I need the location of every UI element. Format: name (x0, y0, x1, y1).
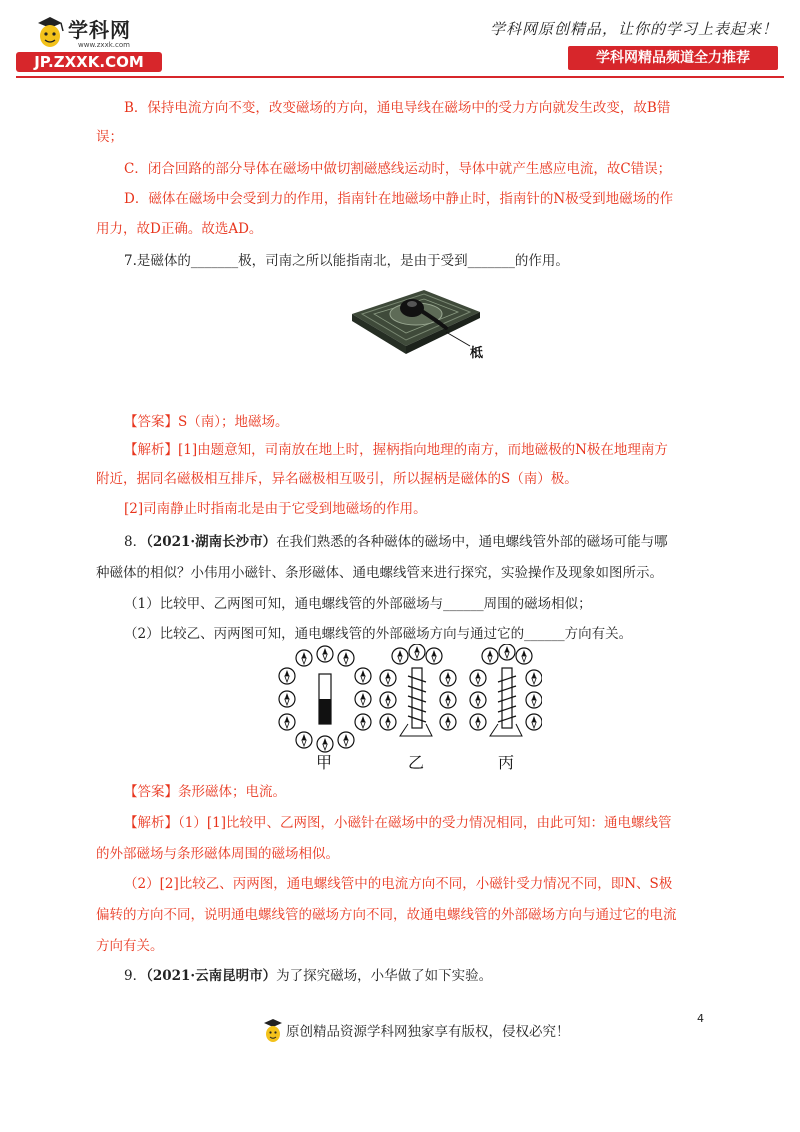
q8-analysis-line4: 偏转的方向不同，说明通电螺线管的磁场方向不同，故通电螺线管的外部磁场方向与通过它的电流 (96, 907, 677, 923)
site-logo[interactable] (16, 14, 166, 72)
q8-answer (96, 780, 700, 804)
answer-text: 条形磁体；电流。 (178, 784, 286, 800)
logo-subtext: www.zxxk.com (78, 41, 130, 49)
q6-option-b-line2: 误； (96, 129, 123, 145)
q6-option-d-line2: 用力，故D正确。故选AD。 (96, 221, 263, 237)
q8-analysis-line2: 的外部磁场与条形磁体周围的磁场相似。 (96, 846, 339, 862)
footer-copyright: 原创精品资源学科网独家享有版权，侵权必究！ (286, 1024, 570, 1040)
q7-answer (96, 410, 700, 434)
q6-option-d-line1: D．磁体在磁场中会受到力的作用，指南针在地磁场中静止时，指南针的N极受到地磁场的作 (124, 191, 674, 207)
q8-stem-text: 在我们熟悉的各种磁体的磁场中，通电螺线管外部的磁场可能与哪 (276, 534, 668, 550)
q8-stem-line2: 种磁体的相似？小伟用小磁针、条形磁体、通电螺线管来进行探究，实验操作及现象如图所示。 (96, 565, 663, 581)
q7-analysis-line2: 附近，据同名磁极相互排斥，异名磁极相互吸引，所以握柄是磁体的S（南）极。 (96, 471, 578, 487)
magnetic-field-figure (272, 644, 542, 772)
q8-number: 8． (124, 534, 147, 550)
mascot-icon (262, 1017, 284, 1045)
q8-source: （2021·湖南长沙市） (146, 534, 277, 550)
analysis-tag: 【解析】 (124, 815, 178, 831)
q8-stem-line1 (96, 530, 700, 554)
q7-analysis-line1 (96, 438, 700, 462)
q8-analysis-line3: （2）[2]比较乙、丙两图，通电螺线管中的电流方向不同，小磁针受力情况不同，即N、S极 (124, 876, 673, 892)
compass-handle-label: 柢 (470, 346, 484, 361)
figure-label-yi: 乙 (408, 753, 425, 772)
mascot-icon (34, 14, 66, 52)
figure-label-bing: 丙 (498, 753, 515, 772)
analysis-tag: 【解析】 (124, 442, 178, 458)
answer-text: S（南）；地磁场。 (178, 414, 289, 430)
figure-label-jia: 甲 (316, 753, 333, 772)
header-slogan: 学科网原创精品，让你的学习上表起来！ (489, 20, 778, 38)
sinan-compass-figure (340, 284, 488, 380)
q6-option-b-line1: B．保持电流方向不变，改变磁场的方向，通电导线在磁场中的受力方向就发生改变，故B错 (124, 100, 671, 116)
page-number: 4 (697, 1012, 704, 1025)
q8-analysis-line1 (96, 811, 700, 835)
analysis-text: （1）[1]比较甲、乙两图，小磁针在磁场中的受力情况相同，由此可知：通电螺线管 (178, 815, 672, 831)
header-divider (16, 76, 784, 78)
answer-tag: 【答案】 (124, 784, 178, 800)
q8-sub-question-2: （2）比较乙、丙两图可知，通电螺线管的外部磁场方向与通过它的______方向有关。 (124, 626, 633, 642)
q6-option-c: C．闭合回路的部分导体在磁场中做切割磁感线运动时，导体中就产生感应电流，故C错误； (124, 161, 672, 177)
q7-analysis-line3: [2]司南静止时指南北是由于它受到地磁场的作用。 (124, 501, 427, 517)
logo-brand-text: 学科网 (68, 18, 131, 42)
q9-number: 9． (124, 968, 147, 984)
header-channel-banner: 学科网精品频道全力推荐 (568, 46, 778, 70)
q8-sub-question-1: （1）比较甲、乙两图可知，通电螺线管的外部磁场与______周围的磁场相似； (124, 596, 592, 612)
analysis-text: [1]由题意知，司南放在地上时，握柄指向地理的南方，而地磁极的N极在地理南方 (178, 442, 668, 458)
answer-tag: 【答案】 (124, 414, 178, 430)
logo-url-banner[interactable]: JP.ZXXK.COM (16, 52, 162, 72)
q9-source: （2021·云南昆明市） (146, 968, 277, 984)
q8-analysis-line5: 方向有关。 (96, 938, 164, 954)
q9-stem-text: 为了探究磁场，小华做了如下实验。 (276, 968, 493, 984)
q9-stem (96, 964, 700, 988)
q7-stem: 7.是磁体的_______极，司南之所以能指南北，是由于受到_______的作用。 (124, 253, 569, 269)
